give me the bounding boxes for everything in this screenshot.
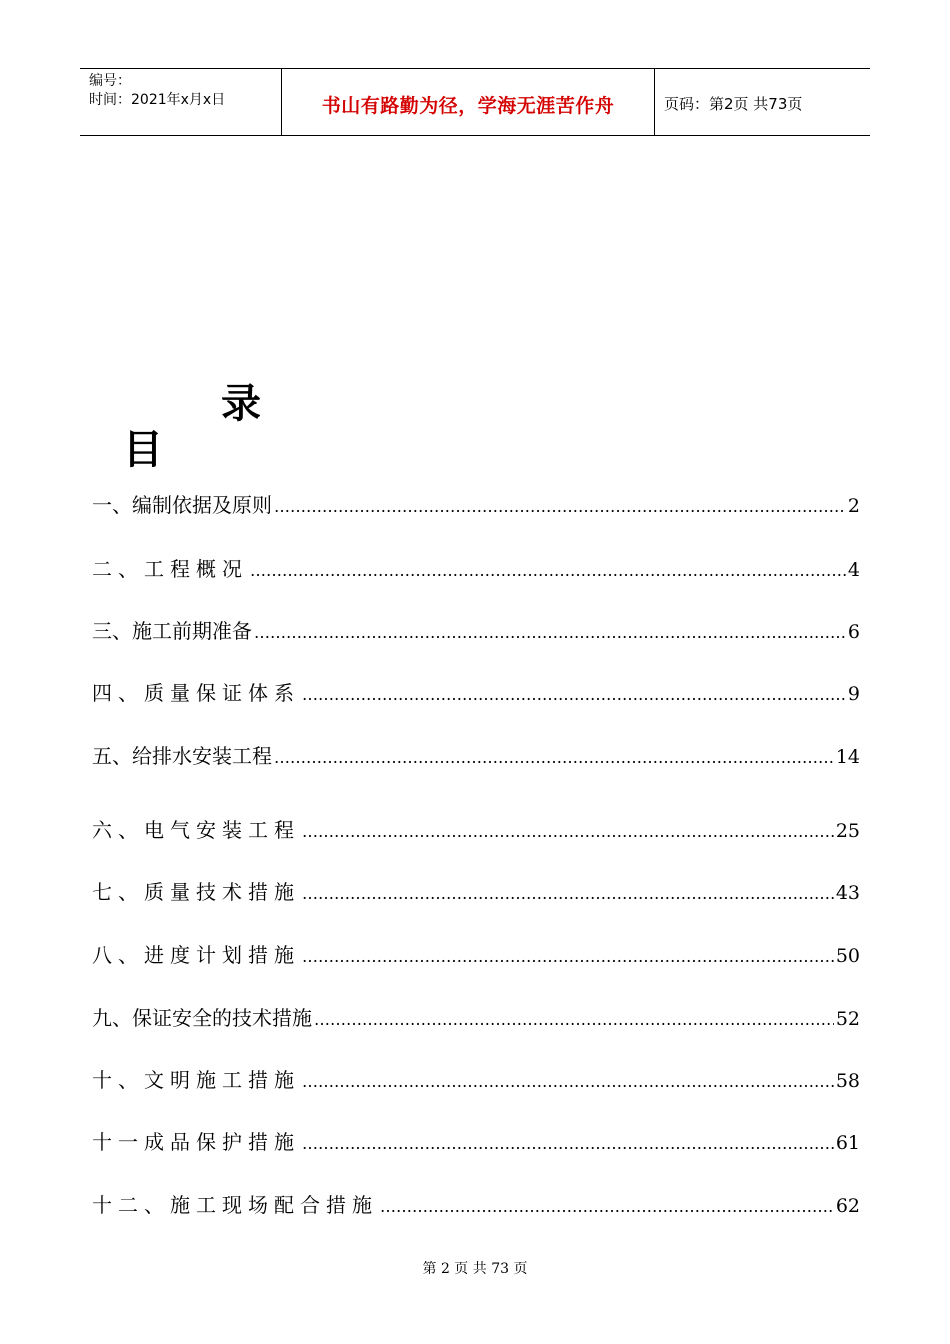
toc-entry[interactable] (92, 1004, 860, 1032)
toc-entry[interactable] (92, 679, 860, 707)
toc-leader-dots (302, 880, 834, 908)
header-page-info: 页码：第2页 共73页 (664, 95, 803, 113)
toc-entry[interactable] (92, 941, 860, 969)
toc-entry-label: 九、保证安全的技术措施 (92, 1006, 312, 1030)
toc-leader-dots (250, 557, 846, 585)
toc-entry-page: 43 (835, 882, 860, 904)
toc-entry-page: 58 (835, 1070, 860, 1092)
toc-entry-page: 14 (835, 746, 860, 768)
toc-entry-label: 十、文明施工措施 (92, 1068, 300, 1092)
toc-entry-page: 50 (835, 945, 860, 967)
toc-entry[interactable] (92, 1128, 860, 1156)
toc-leader-dots (274, 744, 834, 772)
document-header (80, 68, 870, 136)
toc-entry[interactable] (92, 555, 860, 583)
toc-entry-label: 二、工程概况 (92, 557, 248, 581)
toc-leader-dots (254, 619, 846, 647)
toc-entry[interactable] (92, 816, 860, 844)
toc-entry-page: 4 (847, 559, 860, 581)
toc-entry-label: 十二、施工现场配合措施 (92, 1193, 378, 1217)
toc-entry[interactable] (92, 878, 860, 906)
toc-entry-page: 6 (847, 621, 860, 643)
toc-entry-page: 61 (835, 1132, 860, 1154)
toc-entry[interactable] (92, 742, 860, 770)
toc-entry-label: 八、进度计划措施 (92, 943, 300, 967)
toc-title-part1: 目 (122, 427, 163, 473)
toc-entry-label: 四、质量保证体系 (92, 681, 300, 705)
toc-leader-dots (302, 1130, 834, 1158)
header-time-label: 时间：2021年x月x日 (89, 92, 226, 108)
toc-leader-dots (274, 493, 846, 521)
header-meta (89, 72, 225, 110)
toc-entry-page: 52 (835, 1008, 860, 1030)
toc-entry-label: 六、电气安装工程 (92, 818, 300, 842)
toc-entry[interactable] (92, 617, 860, 645)
toc-entry-page: 62 (835, 1195, 860, 1217)
toc-entry-label: 十一成品保护措施 (92, 1130, 300, 1154)
header-divider (654, 69, 655, 135)
page-footer: 第 2 页 共 73 页 (422, 1261, 528, 1277)
toc-leader-dots (302, 1068, 834, 1096)
toc-entry-label: 一、编制依据及原则 (92, 493, 272, 517)
toc-leader-dots (302, 681, 846, 709)
toc-entry-label: 七、质量技术措施 (92, 880, 300, 904)
toc-entry-label: 五、给排水安装工程 (92, 744, 272, 768)
toc-entry[interactable] (92, 1066, 860, 1094)
toc-leader-dots (302, 943, 834, 971)
toc-leader-dots (314, 1006, 834, 1034)
header-number-label: 编号： (89, 73, 131, 89)
toc-entry-page: 2 (847, 495, 860, 517)
toc-entry-page: 25 (835, 820, 860, 842)
toc-entry[interactable] (92, 1191, 860, 1219)
toc-title-part2: 录 (221, 381, 261, 427)
toc-entry-label: 三、施工前期准备 (92, 619, 252, 643)
toc-entry[interactable] (92, 491, 860, 519)
header-motto: 书山有路勤为径，学海无涯苦作舟 (321, 95, 615, 117)
toc-entry-page: 9 (847, 683, 860, 705)
toc-leader-dots (380, 1193, 834, 1221)
toc-leader-dots (302, 818, 834, 846)
